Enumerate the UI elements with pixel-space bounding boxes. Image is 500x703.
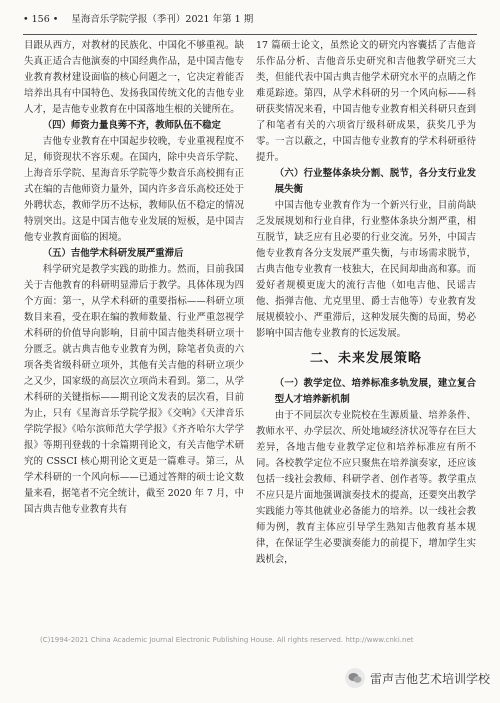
right-column [256, 38, 476, 568]
subheading: （六）行业整体条块分割、脱节，各分支行业发展失衡 [274, 168, 476, 195]
paragraph: 中国吉他专业教育作为一个新兴行业，目前尚缺乏发展规划和行业自律，行业整体条块分割严重，相互脱节，缺乏应有且必要的行业交流。另外，中国吉他专业教育各分支发展严重失衡，与市场需求脱节，古典吉他专业教育一枝独大，在民间却曲高和寡。而爱好者规模更庞大的流行吉他（如电吉他、民谣吉他、指弹吉他、尤克里里、爵士吉他等）专业教育发展规模较小、严重滞后，这种发展失衡的局面，势必影响中国吉他专业教育的长远发展。 [256, 200, 476, 339]
section-title: 二、未来发展策略 [309, 351, 422, 366]
paragraph: 由于不同层次专业院校在生源质量、培养条件、教师水平、办学层次、所处地域经济状况等存在巨大差异，各地吉他专业教学定位和培养标准应有所不同。各校教学定位不应只聚焦在培养演奏家，还应该包括一线社会教师、科研学者、创作者等。教学重点不应只是片面地强调演奏技术的提高，还要突出教学实践能力等其他就业必备能力的培养。以一线社会教师为例，教育主体应引导学生熟知吉他教育基本规律，在保证学生必要演奏能力的前提下，增加学生实践机会， [256, 410, 476, 565]
subheading: （四）师资力量良莠不齐，教师队伍不稳定 [42, 120, 221, 131]
left-column [24, 38, 244, 518]
paragraph: 目跟从西方，对教材的民族化、中国化不够重视。缺失真正适合吉他演奏的中国经典作品，是中国吉他专业教育教材建设面临的核心问题之一，它决定着能否培养出具有中国特色、发扬我国传统文化的吉他专业人才，是吉他专业教育在中国落地生根的关键所在。 [24, 40, 244, 115]
journal-title: 星海音乐学院学报（季刊）2021 年第 1 期 [71, 14, 254, 25]
watermark [345, 664, 490, 692]
watermark-text: 雷声吉他艺术培训学校 [369, 671, 490, 686]
page-header [23, 10, 477, 35]
wechat-icon [345, 668, 365, 688]
paragraph: 科学研究是教学实践的助推力。然而，目前我国关于吉他教育的科研明显滞后于教学。具体体现为四个方面：第一，从学术科研的重要指标——科研立项数目来看，受在职在编的教师数量、行业严重忽视学术科研的价值导向影响，目前中国吉他类科研立项十分匮乏。就古典吉他专业教育为例，除笔者负责的六项各类省级科研立项外，其他有关吉他的科研立项少之又少，国家级的高层次立项尚未看到。第二，从学术科研的关键指标——期刊论文发表的层次看，目前为止，只有《星海音乐学院学报》《交响》《天津音乐学院学报》《哈尔滨师范大学学报》《齐齐哈尔大学学报》等期刊登载的十余篇期刊论文，有关吉他学术研究的 CSSCI 核心期刊论文更是一篇难寻。第三，从学术科研的一个风向标——已通过答辩的硕士论文数量来看，据笔者不完全统计，截至 2020 年 7 月，中国古典吉他专业教育共有 [24, 264, 244, 515]
subheading: （五）吉他学术科研发展严重滞后 [42, 248, 184, 259]
subheading: （一）教学定位、培养标准多轨发展，建立复合型人才培养新机制 [274, 378, 476, 405]
copyright-line: (C)1994-2021 China Academic Journal Electronic Publishing House. All rights reserved. http://www.cnki.net [40, 636, 414, 644]
paragraph: 17 篇硕士论文，虽然论文的研究内容囊括了吉他音乐作品分析、吉他音乐史研究和吉他教学研究三大类，但能代表中国古典吉他学术研究水平的点睛之作难觅踪迹。第四，从学术科研的另一个风向标——科研获奖情况来看，中国吉他专业教育相关科研只查到了和笔者有关的六项省厅级科研成果，获奖几乎为零。一言以蔽之，中国吉他专业教育的学术科研亟待提升。 [256, 40, 476, 163]
paragraph: 吉他专业教育在中国起步较晚，专业重视程度不足，师资现状不容乐观。在国内，除中央音乐学院、上海音乐学院、星海音乐学院等少数音乐高校拥有正式在编的吉他师资力量外，国内许多音乐高校还处于外聘状态，教师学历不达标，教师队伍不稳定的情况特别突出。这是中国吉他专业发展的短板，是中国吉他专业教育面临的困境。 [24, 136, 244, 243]
page-number: • 156 • [23, 14, 59, 25]
